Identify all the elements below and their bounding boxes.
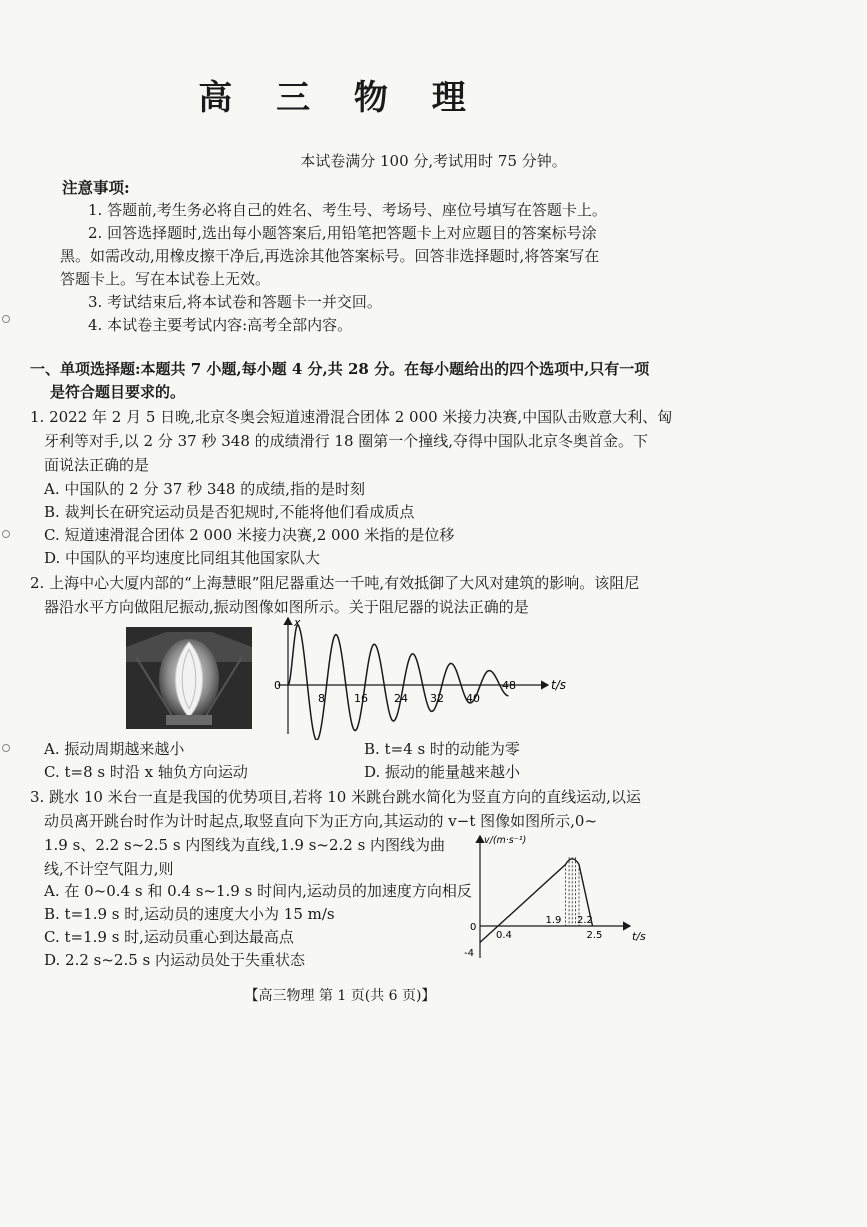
notice-item: 1. 答题前,考生务必将自己的姓名、考生号、考场号、座位号填写在答题卡上。 <box>88 201 607 219</box>
tick-16: 16 <box>354 692 368 705</box>
binding-hole <box>2 315 10 323</box>
q1-option-c: C. 短道速滑混合团体 2 000 米接力决赛,2 000 米指的是位移 <box>44 526 455 544</box>
damper-vibration-graph <box>270 612 580 740</box>
tick-labels <box>274 679 516 705</box>
notice-item: 4. 本试卷主要考试内容:高考全部内容。 <box>88 316 353 334</box>
q1-option-d: D. 中国队的平均速度比同组其他国家队大 <box>44 549 321 567</box>
exam-intro: 本试卷满分 100 分,考试用时 75 分钟。 <box>300 152 567 170</box>
q3-stem: 1.9 s、2.2 s~2.5 s 内图线为直线,1.9 s~2.2 s 内图线为曲 <box>44 836 446 854</box>
damper-photo-drawing <box>126 627 252 729</box>
damped-oscillation-curve <box>288 625 508 740</box>
tick-8: 8 <box>318 692 325 705</box>
notice-item: 答题卡上。写在本试卷上无效。 <box>60 270 271 288</box>
tick-0: 0 <box>274 679 281 692</box>
q3-stem: 动员离开跳台时作为计时起点,取竖直向下为正方向,其运动的 v−t 图像如图所示,0~ <box>44 812 598 830</box>
q3-option-b: B. t=1.9 s 时,运动员的速度大小为 15 m/s <box>44 905 335 923</box>
tick-24: 24 <box>394 692 408 705</box>
tick-1-9: 1.9 <box>545 915 562 926</box>
q2-stem: 器沿水平方向做阻尼振动,振动图像如图所示。关于阻尼器的说法正确的是 <box>44 598 529 616</box>
x-axis-label: t/s <box>632 930 646 943</box>
q3-option-c: C. t=1.9 s 时,运动员重心到达最高点 <box>44 928 294 946</box>
q1-stem: 牙利等对手,以 2 分 37 秒 348 的成绩滑行 18 圈第一个撞线,夺得中国队北京冬奥首金。下 <box>44 432 649 450</box>
section-heading-cont: 是符合题目要求的。 <box>50 383 186 401</box>
q1-option-a: A. 中国队的 2 分 37 秒 348 的成绩,指的是时刻 <box>44 480 366 498</box>
section-heading: 一、单项选择题:本题共 7 小题,每小题 4 分,共 28 分。在每小题给出的四个选项中,只有一项 <box>30 360 650 378</box>
q1-option-b: B. 裁判长在研究运动员是否犯规时,不能将他们看成质点 <box>44 503 415 521</box>
tick-2-5: 2.5 <box>586 930 603 941</box>
binding-hole <box>2 530 10 538</box>
q2-option-c: C. t=8 s 时沿 x 轴负方向运动 <box>44 763 248 781</box>
x-axis-label: t/s <box>551 678 566 692</box>
binding-hole <box>2 744 10 752</box>
page-footer: 【高三物理 第 1 页(共 6 页)】 <box>244 988 436 1004</box>
notice-item: 2. 回答选择题时,选出每小题答案后,用铅笔把答题卡上对应题目的答案标号涂 <box>88 224 597 242</box>
tick-48: 48 <box>502 679 516 692</box>
notice-item: 黑。如需改动,用橡皮擦干净后,再选涂其他答案标号。回答非选择题时,将答案写在 <box>60 247 600 265</box>
page-title: 高 三 物 理 <box>198 78 482 118</box>
q1-stem: 面说法正确的是 <box>44 456 150 474</box>
tick-v-0: 0 <box>470 922 477 933</box>
q3-stem: 3. 跳水 10 米台一直是我国的优势项目,若将 10 米跳台跳水简化为竖直方向的直线运动,以运 <box>30 788 641 806</box>
tick-2-2: 2.2 <box>577 915 593 926</box>
notice-heading: 注意事项: <box>62 178 130 197</box>
q1-stem: 1. 2022 年 2 月 5 日晚,北京冬奥会短道速滑混合团体 2 000 米接力决赛,中国队击败意大利、匈 <box>30 408 673 426</box>
q3-option-d: D. 2.2 s~2.5 s 内运动员处于失重状态 <box>44 951 306 969</box>
y-axis-label: x <box>294 616 301 629</box>
tick-v-neg4: -4 <box>464 948 474 959</box>
damper-photo <box>126 627 252 729</box>
tick-32: 32 <box>430 692 444 705</box>
velocity-time-graph <box>458 828 658 964</box>
y-axis-label: v/(m·s⁻¹) <box>484 835 527 846</box>
q3-option-a: A. 在 0~0.4 s 和 0.4 s~1.9 s 时间内,运动员的加速度方向相反 <box>44 882 472 900</box>
q2-option-d: D. 振动的能量越来越小 <box>364 763 521 781</box>
notice-item: 3. 考试结束后,将本试卷和答题卡一并交回。 <box>88 293 382 311</box>
q3-stem: 线,不计空气阻力,则 <box>44 860 174 878</box>
tick-40: 40 <box>466 692 480 705</box>
tick-0-4: 0.4 <box>496 930 512 941</box>
q2-option-b: B. t=4 s 时的动能为零 <box>364 740 520 758</box>
q2-stem: 2. 上海中心大厦内部的“上海慧眼”阻尼器重达一千吨,有效抵御了大风对建筑的影响。该阻尼 <box>30 574 640 592</box>
q2-option-a: A. 振动周期越来越小 <box>44 740 185 758</box>
